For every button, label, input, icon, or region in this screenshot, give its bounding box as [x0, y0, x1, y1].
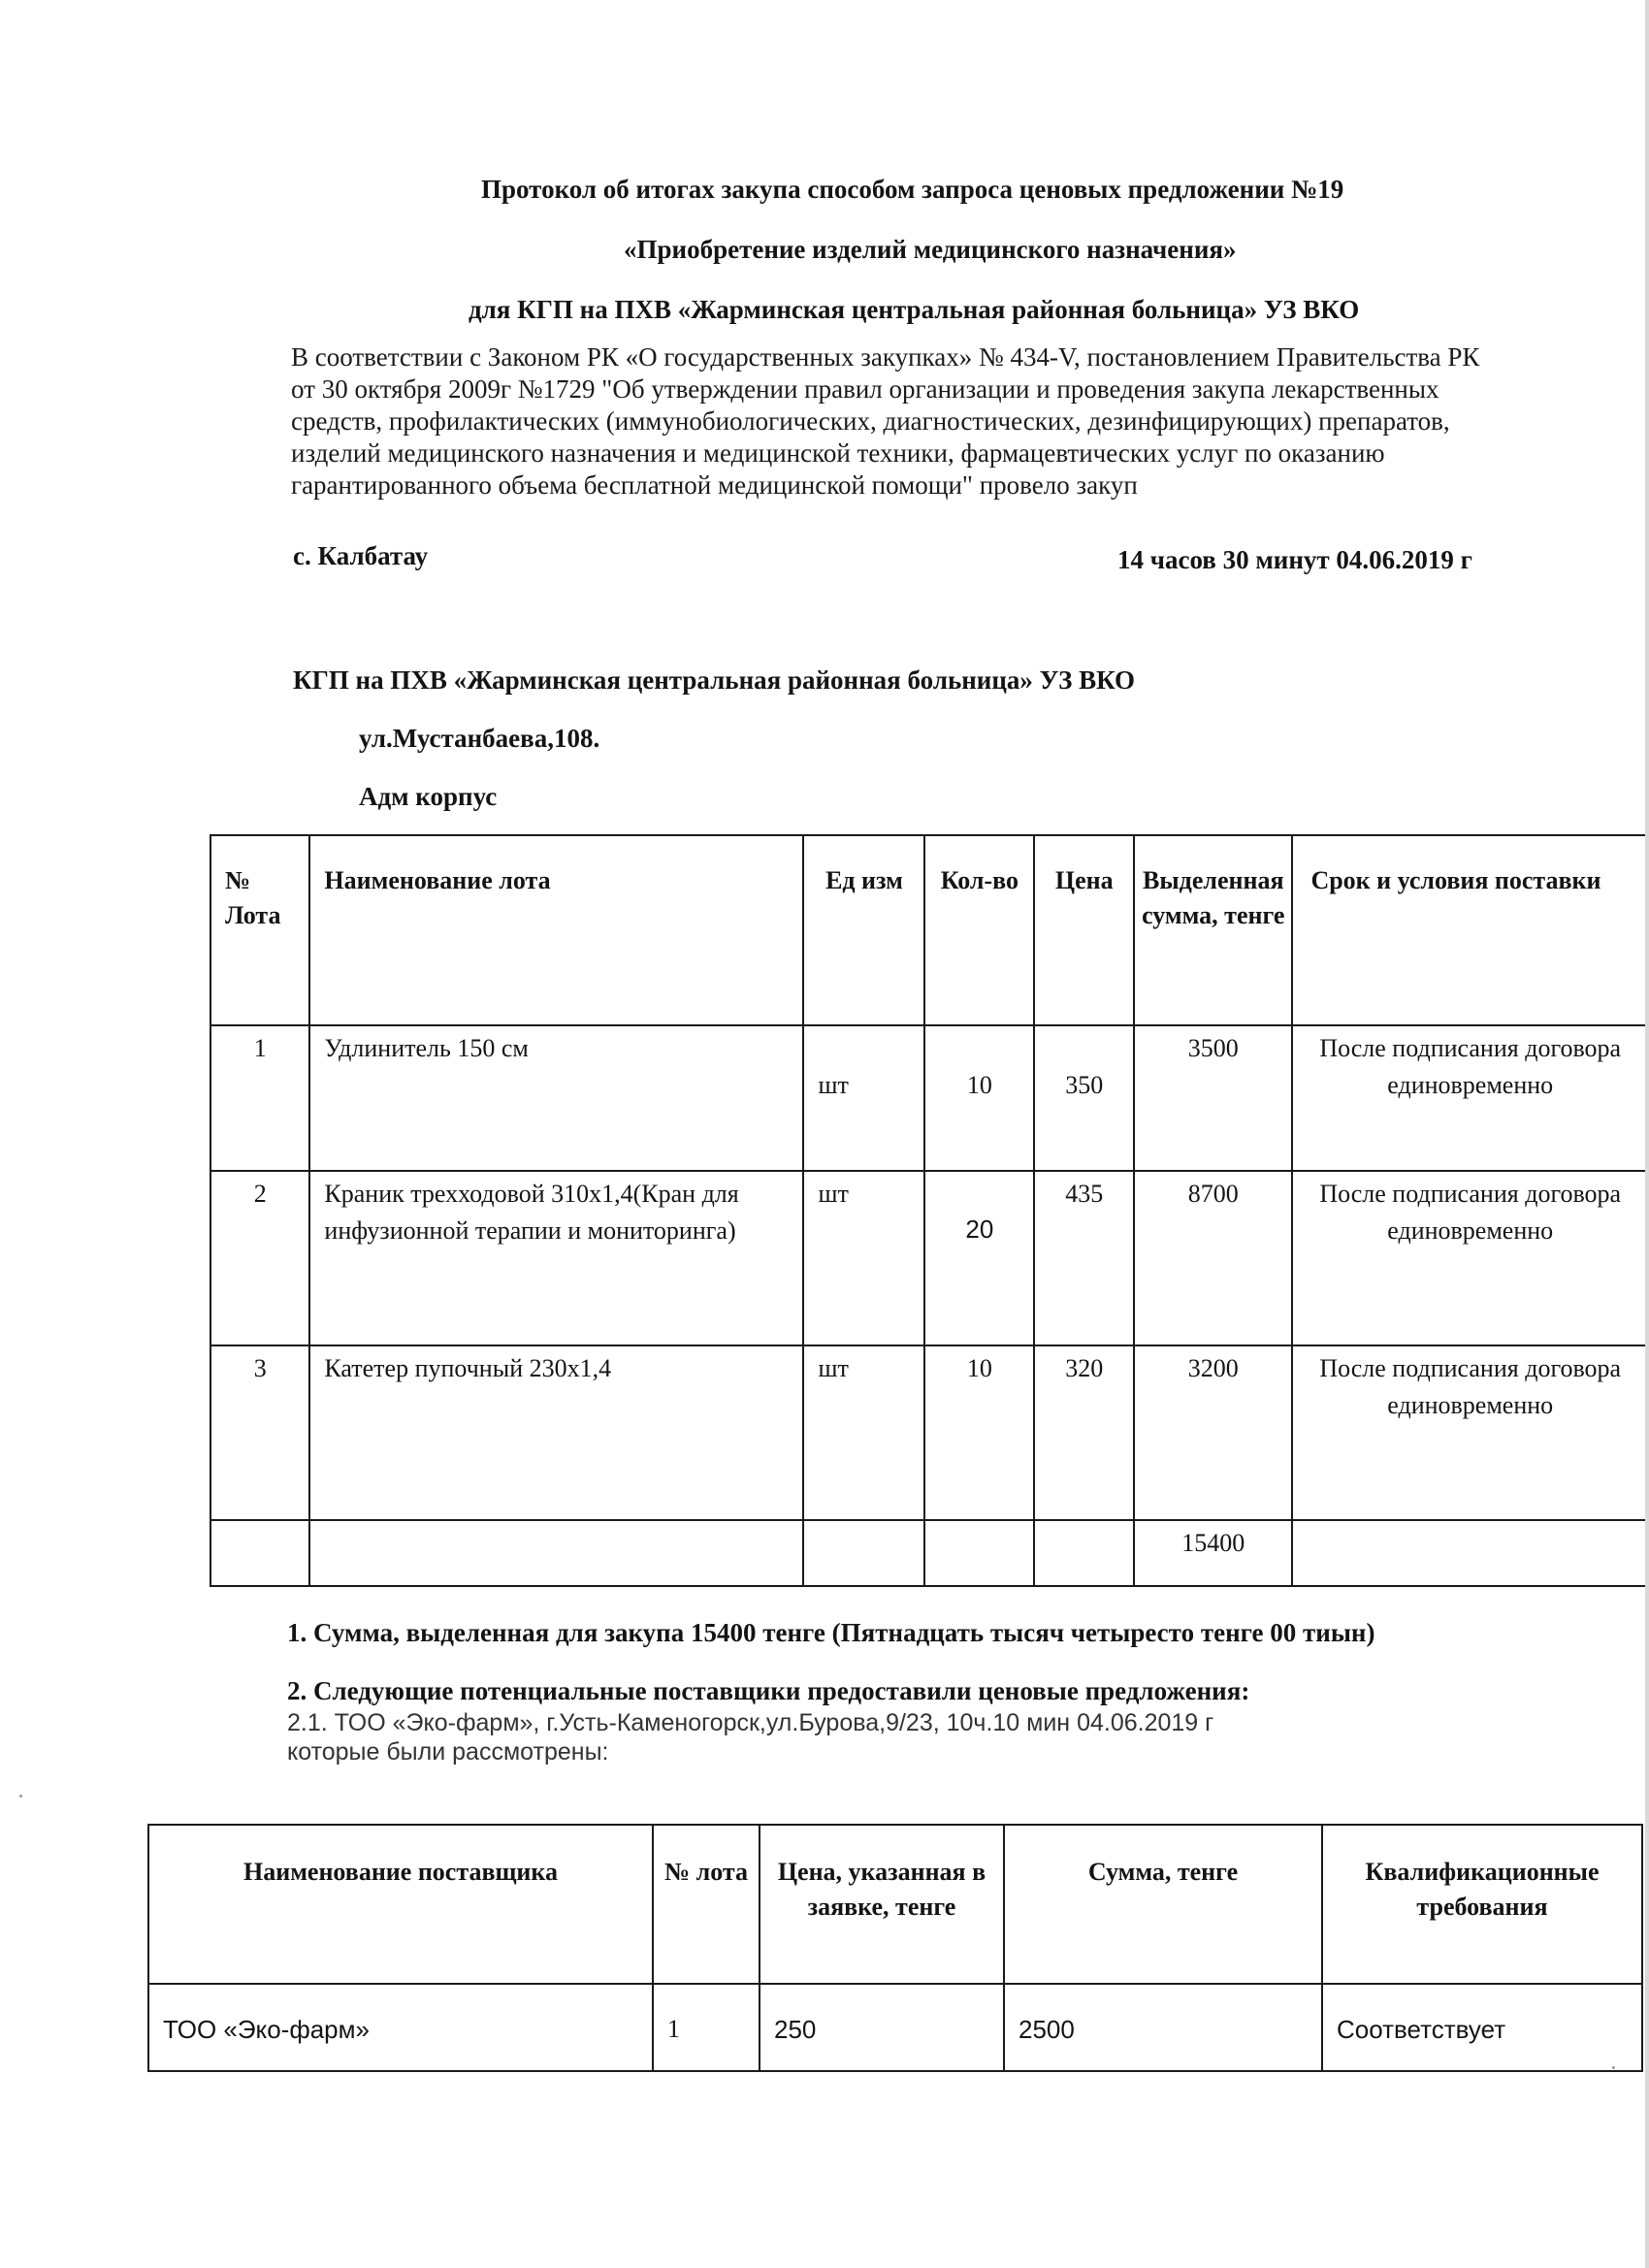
empty-cell: [210, 1520, 309, 1586]
lot-price: 320: [1034, 1345, 1134, 1520]
point-1: 1. Сумма, выделенная для закупа 15400 тенге (Пятнадцать тысяч четыресто тенге 00 тиын): [287, 1618, 1375, 1647]
lot-quantity: 10: [924, 1345, 1034, 1520]
lot-name: Удлинитель 150 см: [309, 1025, 803, 1171]
header-allocated-sum: Выделенная сумма, тенге: [1134, 835, 1292, 1025]
table-header-row: [148, 1825, 1642, 1984]
header-unit: Ед изм: [803, 835, 924, 1025]
table-row: [210, 1025, 1648, 1171]
empty-cell: [803, 1520, 924, 1586]
intro-line: В соответствии с Законом РК «О государственных закупках» № 434-V, постановлением Правительства РК: [291, 342, 1480, 372]
empty-cell: [309, 1520, 803, 1586]
scan-speck: [19, 1795, 22, 1798]
header-lot-number: № лота: [653, 1825, 760, 1984]
lot-unit: шт: [803, 1025, 924, 1171]
header-delivery-terms: Срок и условия поставки: [1292, 835, 1648, 1025]
total-sum: 15400: [1134, 1520, 1292, 1586]
intro-paragraph: [291, 341, 1649, 502]
header-sum: Сумма, тенге: [1004, 1825, 1322, 1984]
point-2: 2. Следующие потенциальные поставщики предоставили ценовые предложения:: [287, 1676, 1250, 1705]
header-lot-number: № Лота: [210, 835, 309, 1025]
title-line-3: для КГП на ПХВ «Жарминская центральная районная больница» УЗ ВКО: [469, 295, 1360, 324]
place: с. Калбатау: [293, 541, 429, 570]
empty-cell: [1034, 1520, 1134, 1586]
supplier-price: 250: [760, 1984, 1004, 2071]
lot-unit: шт: [803, 1345, 924, 1520]
intro-line: гарантированного объема бесплатной медицинской помощи" провело закуп: [291, 470, 1138, 500]
table-row: [210, 1171, 1648, 1345]
lot-sum: 3200: [1134, 1345, 1292, 1520]
lot-terms: После подписания договора единовременно: [1292, 1025, 1648, 1171]
lot-quantity: 10: [924, 1025, 1034, 1171]
datetime: 14 часов 30 минут 04.06.2019 г: [1117, 545, 1472, 574]
supplier-qualification: Соответствует: [1322, 1984, 1642, 2071]
header-lot-name: Наименование лота: [309, 835, 803, 1025]
suppliers-table: [147, 1824, 1643, 2072]
scan-edge: [1645, 0, 1649, 2268]
table-header-row: [210, 835, 1648, 1025]
point-2-1-continued: которые были рассмотрены:: [287, 1738, 609, 1766]
organizer-name: КГП на ПХВ «Жарминская центральная районная больница» УЗ ВКО: [293, 665, 1136, 695]
lot-number: 3: [210, 1345, 309, 1520]
lot-price: 350: [1034, 1025, 1134, 1171]
lot-name: Краник трехходовой 310х1,4(Кран для инфузионной терапии и мониторинга): [309, 1171, 803, 1345]
lot-quantity: 20: [924, 1171, 1034, 1345]
lots-table: [210, 834, 1649, 1587]
table-total-row: [210, 1520, 1648, 1586]
scan-speck: [1612, 2066, 1615, 2069]
table-row: [148, 1984, 1642, 2071]
header-quantity: Кол-во: [924, 835, 1034, 1025]
lot-name: Катетер пупочный 230х1,4: [309, 1345, 803, 1520]
header-qualification: Квалификационные требования: [1322, 1825, 1642, 1984]
organizer-street: ул.Мустанбаева,108.: [359, 724, 600, 753]
intro-line: средств, профилактических (иммунобиологических, диагностических, дезинфицирующих) препаратов,: [291, 406, 1450, 436]
supplier-name: ТОО «Эко-фарм»: [148, 1984, 653, 2071]
empty-cell: [924, 1520, 1034, 1586]
organizer-building: Адм корпус: [359, 782, 498, 811]
intro-line: от 30 октября 2009г №1729 "Об утверждении правил организации и проведения закупа лекарственных: [291, 374, 1439, 404]
supplier-lot: 1: [653, 1984, 760, 2071]
table-row: [210, 1345, 1648, 1520]
lot-sum: 3500: [1134, 1025, 1292, 1171]
lot-number: 2: [210, 1171, 309, 1345]
empty-cell: [1292, 1520, 1648, 1586]
supplier-sum: 2500: [1004, 1984, 1322, 2071]
header-price: Цена: [1034, 835, 1134, 1025]
header-supplier-name: Наименование поставщика: [148, 1825, 653, 1984]
lot-terms: После подписания договора единовременно: [1292, 1345, 1648, 1520]
title-line-1: Протокол об итогах закупа способом запроса ценовых предложении №19: [481, 175, 1344, 204]
lot-terms: После подписания договора единовременно: [1292, 1171, 1648, 1345]
lot-sum: 8700: [1134, 1171, 1292, 1345]
header-offered-price: Цена, указанная в заявке, тенге: [760, 1825, 1004, 1984]
title-line-2: «Приобретение изделий медицинского назначения»: [624, 235, 1237, 264]
lot-price: 435: [1034, 1171, 1134, 1345]
point-2-1: 2.1. ТОО «Эко-фарм», г.Усть-Каменогорск,ул.Бурова,9/23, 10ч.10 мин 04.06.2019 г: [287, 1709, 1214, 1736]
lot-number: 1: [210, 1025, 309, 1171]
intro-line: изделий медицинского назначения и медицинской техники, фармацевтических услуг по оказанию: [291, 438, 1385, 468]
lot-unit: шт: [803, 1171, 924, 1345]
